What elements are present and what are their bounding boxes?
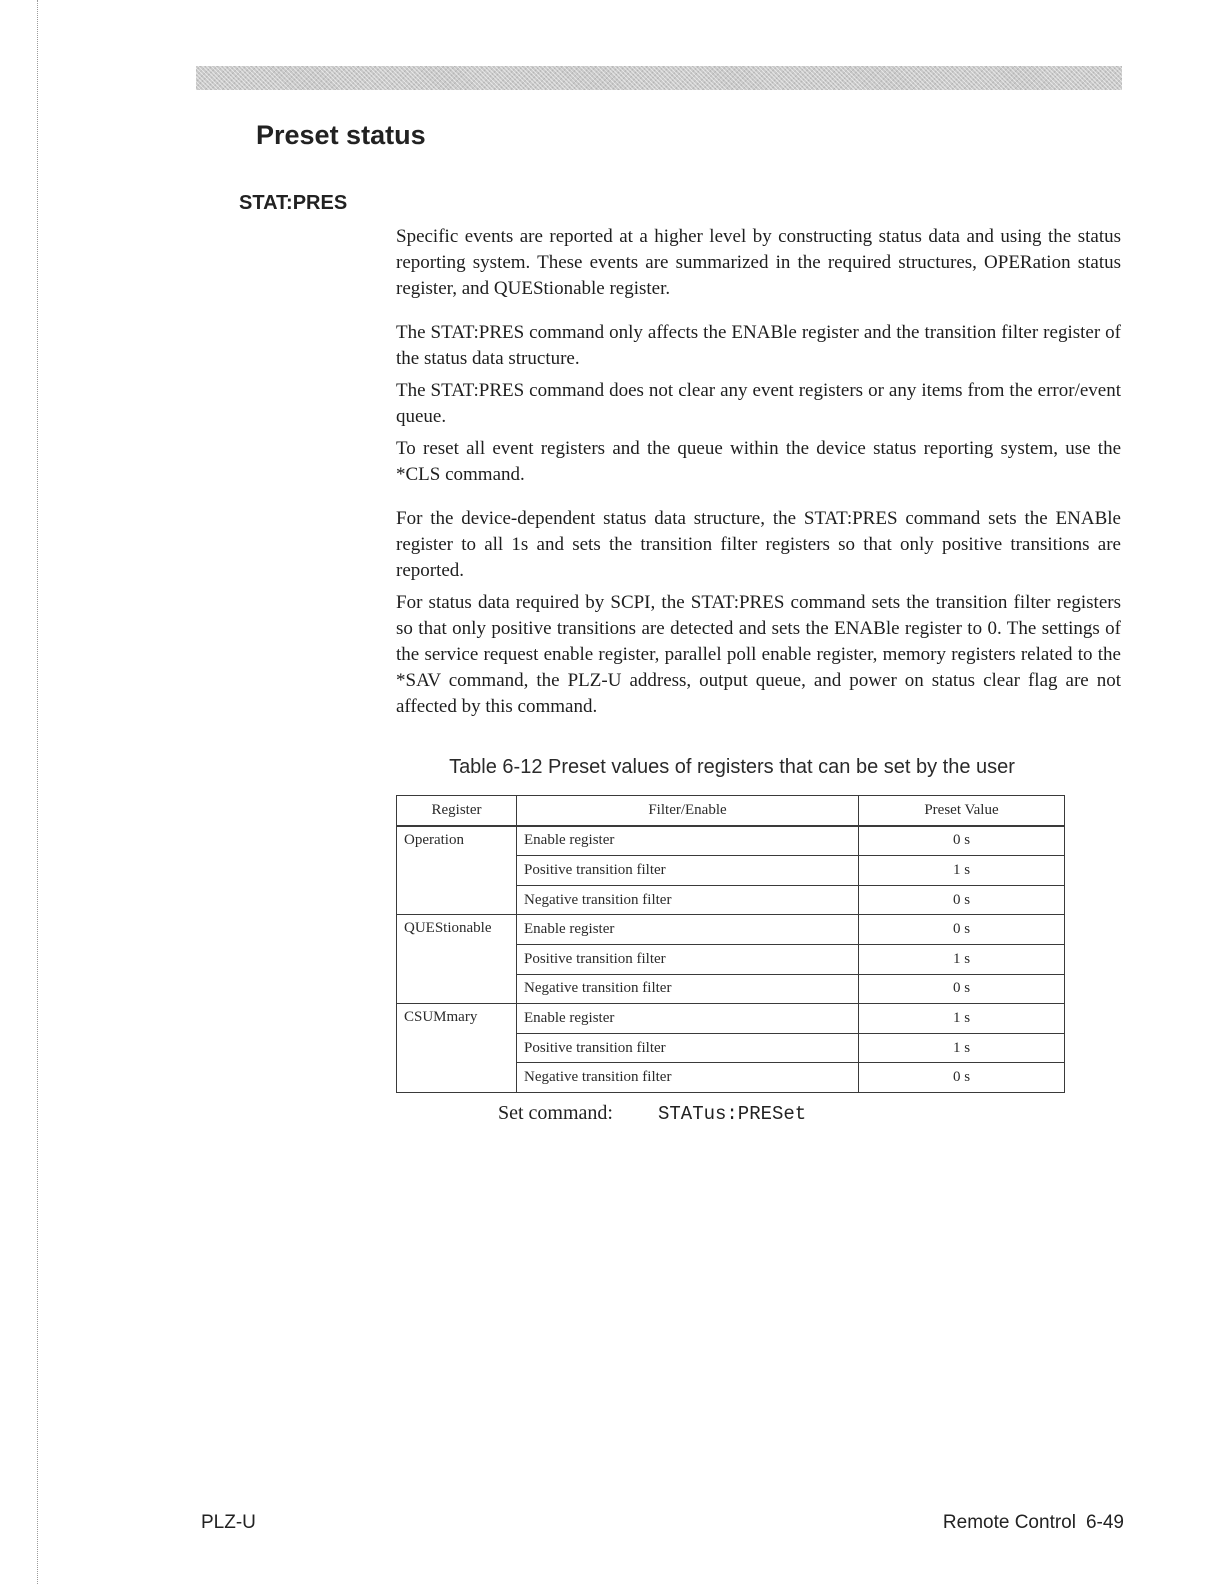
value-cell: 0 s xyxy=(859,1063,1065,1093)
table-row xyxy=(397,1004,1065,1034)
table-caption: Table 6-12 Preset values of registers that can be set by the user xyxy=(449,756,1015,778)
table-header-row xyxy=(397,796,1065,826)
paragraph: Specific events are reported at a higher level by constructing status data and using the status reporting system. These events are summarized in the required structures, OPERation status register, and QUEStionable register. xyxy=(396,226,1121,299)
value-cell: 0 s xyxy=(859,885,1065,915)
header-filter-enable: Filter/Enable xyxy=(517,796,859,826)
filter-cell: Enable register xyxy=(517,915,859,945)
value-cell: 0 s xyxy=(859,974,1065,1004)
register-cell: CSUMmary xyxy=(397,1004,517,1093)
paragraph: The STAT:PRES command only affects the ENABle register and the transition filter register of the status data structure. xyxy=(396,322,1121,369)
value-cell: 1 s xyxy=(859,1004,1065,1034)
header-preset-value: Preset Value xyxy=(859,796,1065,826)
set-command-label: Set command: xyxy=(498,1102,613,1124)
filter-cell: Negative transition filter xyxy=(517,1063,859,1093)
footer-product: PLZ-U xyxy=(201,1512,256,1533)
table-row xyxy=(397,915,1065,945)
filter-cell: Enable register xyxy=(517,1004,859,1034)
value-cell: 1 s xyxy=(859,1033,1065,1063)
value-cell: 0 s xyxy=(859,915,1065,945)
filter-cell: Enable register xyxy=(517,826,859,856)
set-command xyxy=(498,1102,806,1125)
header-bar xyxy=(196,66,1122,90)
filter-cell: Negative transition filter xyxy=(517,974,859,1004)
section-title: Preset status xyxy=(256,120,426,150)
paragraph: For status data required by SCPI, the STAT:PRES command sets the transition filter registers so that only positive transitions are detected and sets the ENABle register to 0. The settings of the service request enable register, parallel poll enable register, memory registers related to the *SAV command, the PLZ-U address, output queue, and power on status clear flag are not affected by this command. xyxy=(396,592,1121,717)
paragraph: For the device-dependent status data structure, the STAT:PRES command sets the ENABle register to all 1s and sets the transition filter registers so that only positive transitions are reported. xyxy=(396,508,1121,581)
value-cell: 1 s xyxy=(859,944,1065,974)
filter-cell: Positive transition filter xyxy=(517,856,859,886)
body-text xyxy=(396,224,1121,726)
set-command-code: STATus:PRESet xyxy=(657,1103,807,1125)
filter-cell: Positive transition filter xyxy=(517,1033,859,1063)
table-row xyxy=(397,826,1065,856)
filter-cell: Positive transition filter xyxy=(517,944,859,974)
paragraph: The STAT:PRES command does not clear any event registers or any items from the error/event queue. xyxy=(396,380,1121,427)
binding-edge xyxy=(37,0,38,1584)
register-cell: QUEStionable xyxy=(397,915,517,1004)
footer-chapter: Remote Control xyxy=(942,1512,1076,1533)
value-cell: 0 s xyxy=(859,826,1065,856)
value-cell: 1 s xyxy=(859,856,1065,886)
register-cell: Operation xyxy=(397,826,517,915)
footer-page-info xyxy=(943,1512,1124,1534)
filter-cell: Negative transition filter xyxy=(517,885,859,915)
preset-values-table xyxy=(396,795,1065,1093)
page-number: 6-49 xyxy=(1085,1512,1124,1533)
paragraph: To reset all event registers and the queue within the device status reporting system, use the *CLS command. xyxy=(396,438,1121,485)
command-heading: STAT:PRES xyxy=(239,192,348,214)
header-register: Register xyxy=(397,796,517,826)
